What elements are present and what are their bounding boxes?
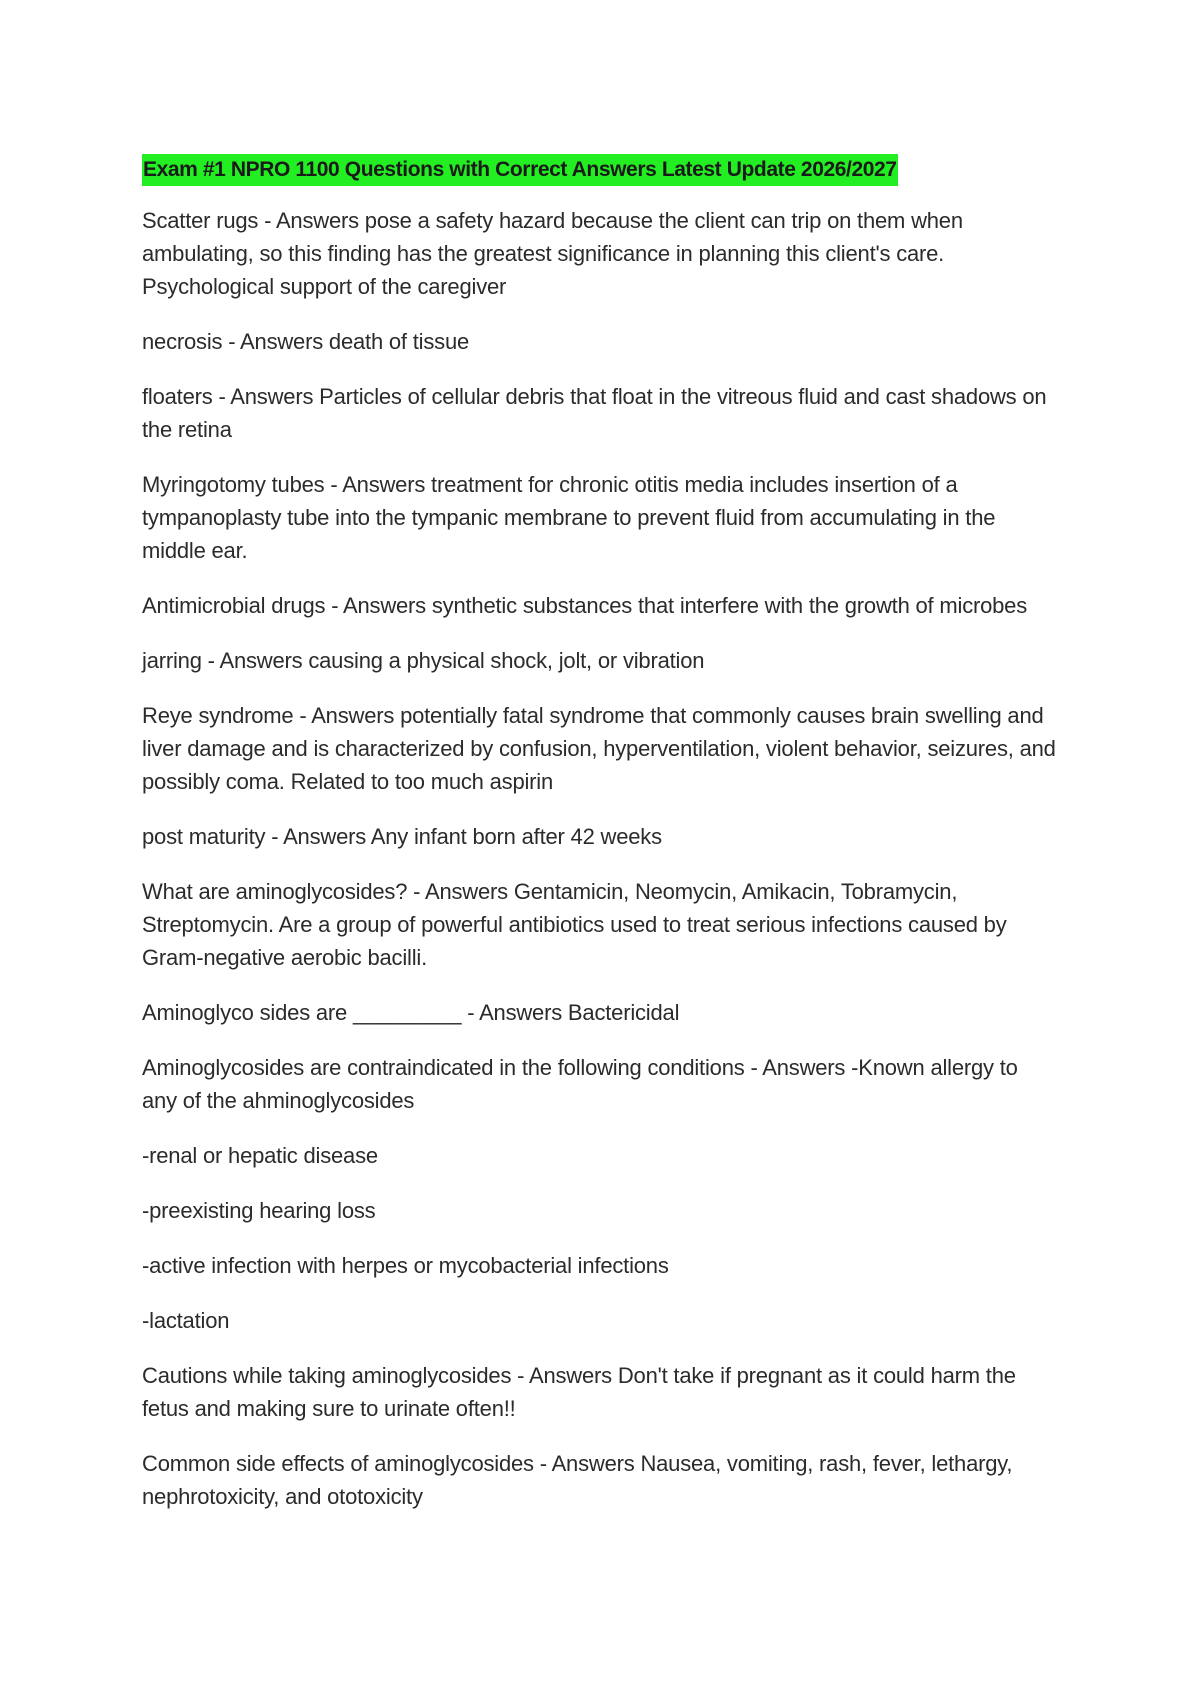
paragraph-line: any of the ahminoglycosides: [142, 1088, 415, 1113]
paragraph-line: Myringotomy tubes - Answers treatment for chronic otitis media includes insertion of a: [142, 472, 958, 497]
paragraph-line: Aminoglycosides are contraindicated in the following conditions - Answers -Known allergy to: [142, 1055, 1018, 1080]
paragraph-line: Aminoglyco sides are _________ - Answers Bactericidal: [142, 1000, 680, 1025]
paragraph-line: Psychological support of the caregiver: [142, 274, 507, 299]
paragraph-line: ambulating, so this finding has the greatest significance in planning this client's care.: [142, 241, 945, 266]
paragraph-line: Scatter rugs - Answers pose a safety hazard because the client can trip on them when: [142, 208, 963, 233]
paragraph-necrosis: [142, 325, 1077, 358]
paragraph-line: nephrotoxicity, and ototoxicity: [142, 1484, 423, 1509]
paragraph-reye-syndrome: [142, 699, 1077, 798]
paragraph-cautions: [142, 1359, 1077, 1425]
paragraph-line: -lactation: [142, 1308, 230, 1333]
document-content: [142, 152, 1077, 1535]
paragraph-bactericidal: [142, 996, 1077, 1029]
paragraph-post-maturity: [142, 820, 1077, 853]
paragraph-antimicrobial: [142, 589, 1077, 622]
paragraph-contraindications: [142, 1051, 1077, 1117]
paragraph-line: Antimicrobial drugs - Answers synthetic substances that interfere with the growth of microbes: [142, 593, 1028, 618]
paragraph-line: Common side effects of aminoglycosides - Answers Nausea, vomiting, rash, fever, lethargy,: [142, 1451, 1013, 1476]
paragraph-aminoglycosides: [142, 875, 1077, 974]
paragraph-line: What are aminoglycosides? - Answers Gentamicin, Neomycin, Amikacin, Tobramycin,: [142, 879, 958, 904]
paragraph-line: Cautions while taking aminoglycosides - Answers Don't take if pregnant as it could harm the: [142, 1363, 1016, 1388]
paragraph-line: possibly coma. Related to too much aspirin: [142, 769, 554, 794]
title-row: [142, 152, 1077, 186]
paragraph-line: Gram-negative aerobic bacilli.: [142, 945, 428, 970]
document-title: Exam #1 NPRO 1100 Questions with Correct Answers Latest Update 2026/2027: [142, 154, 898, 186]
paragraph-line: fetus and making sure to urinate often!!: [142, 1396, 516, 1421]
paragraph-line: -preexisting hearing loss: [142, 1198, 376, 1223]
paragraph-line: post maturity - Answers Any infant born after 42 weeks: [142, 824, 662, 849]
paragraph-jarring: [142, 644, 1077, 677]
paragraph-line: tympanoplasty tube into the tympanic membrane to prevent fluid from accumulating in the: [142, 505, 996, 530]
paragraph-side-effects: [142, 1447, 1077, 1513]
paragraph-line: -active infection with herpes or mycobacterial infections: [142, 1253, 669, 1278]
paragraph-line: the retina: [142, 417, 232, 442]
paragraph-lactation: [142, 1304, 1077, 1337]
paragraph-line: jarring - Answers causing a physical shock, jolt, or vibration: [142, 648, 705, 673]
paragraph-myringotomy: [142, 468, 1077, 567]
paragraph-line: necrosis - Answers death of tissue: [142, 329, 470, 354]
paragraph-scatter-rugs: [142, 204, 1077, 303]
paragraph-line: middle ear.: [142, 538, 248, 563]
paragraph-hearing-loss: [142, 1194, 1077, 1227]
paragraph-line: floaters - Answers Particles of cellular debris that float in the vitreous fluid and cast shadows on: [142, 384, 1047, 409]
paragraph-line: liver damage and is characterized by confusion, hyperventilation, violent behavior, seizures, and: [142, 736, 1056, 761]
paragraph-floaters: [142, 380, 1077, 446]
paragraph-line: -renal or hepatic disease: [142, 1143, 378, 1168]
paragraph-line: Reye syndrome - Answers potentially fatal syndrome that commonly causes brain swelling and: [142, 703, 1044, 728]
paragraph-active-infection: [142, 1249, 1077, 1282]
paragraph-line: Streptomycin. Are a group of powerful antibiotics used to treat serious infections caused by: [142, 912, 1007, 937]
paragraph-renal: [142, 1139, 1077, 1172]
